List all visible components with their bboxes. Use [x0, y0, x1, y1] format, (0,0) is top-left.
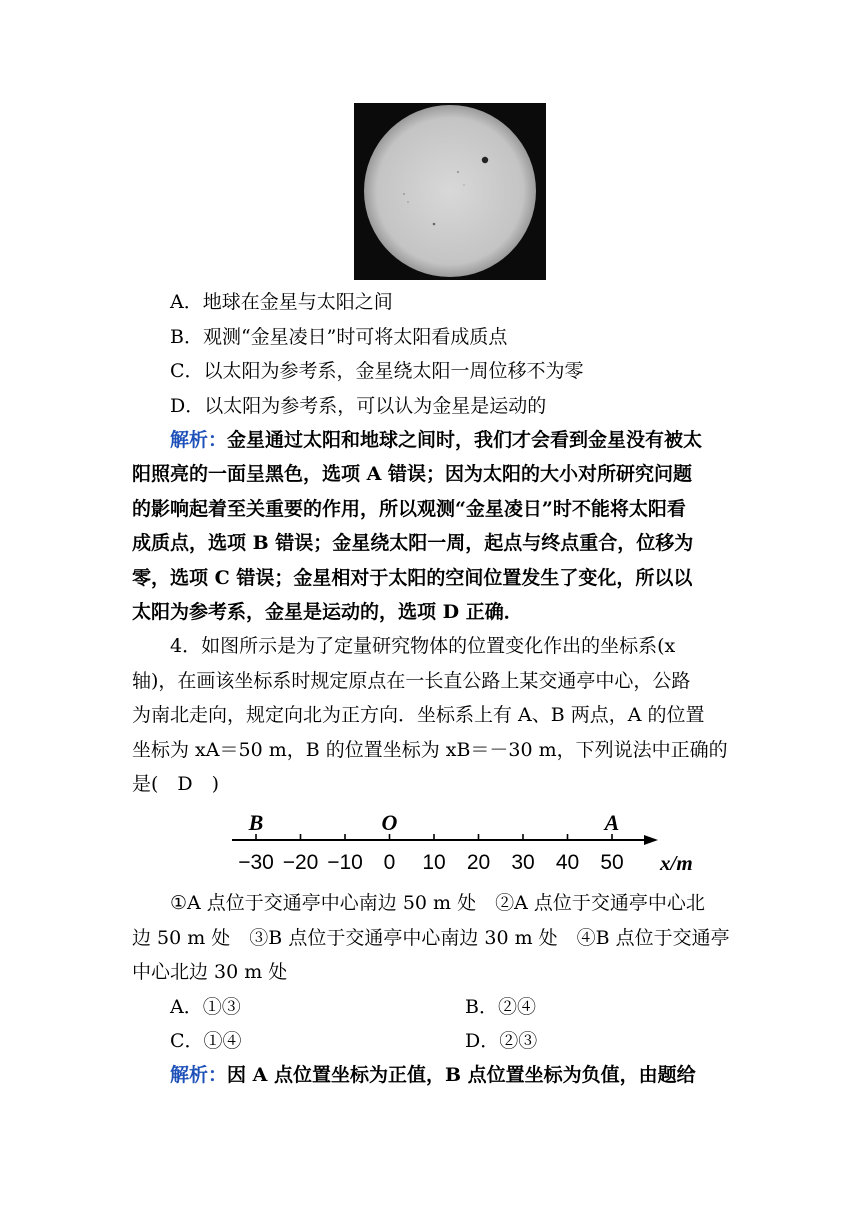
q3-analysis-label: 解析：	[170, 429, 228, 451]
q3-option-b: B．观测“金星凌日”时可将太阳看成质点	[170, 326, 508, 348]
axis-tick-label: −20	[282, 851, 319, 874]
q4-stem-line-2: 轴)，在画该坐标系时规定原点在一长直公路上某交通亭中心，公路	[132, 670, 691, 692]
q3-analysis-line-5: 零，选项 C 错误；金星相对于太阳的空间位置发生了变化，所以以	[132, 567, 693, 589]
venus-dot	[482, 157, 488, 163]
q3-analysis-line-6: 太阳为参考系，金星是运动的，选项 D 正确．	[132, 601, 523, 623]
q3-analysis-line-3: 的影响起着至关重要的作用，所以观测“金星凌日”时不能将太阳看	[132, 498, 686, 520]
q3-analysis-line-1: 解析：金星通过太阳和地球之间时，我们才会看到金星没有被太	[170, 429, 703, 451]
venus-transit-photo	[354, 103, 546, 280]
q4-analysis-line-1: 解析：因 A 点位置坐标为正值，B 点位置坐标为负值，由题给	[170, 1064, 696, 1086]
axis-point-label-o: O	[381, 810, 398, 835]
axis-point-label-b: B	[248, 810, 264, 835]
axis-tick-label: 50	[600, 851, 624, 874]
axis-point-label-a: A	[604, 810, 620, 835]
q4-stem-line-1: 4．如图所示是为了定量研究物体的位置变化作出的坐标系(x	[170, 635, 676, 657]
q3-analysis-line-2: 阳照亮的一面呈黑色，选项 A 错误；因为太阳的大小对所研究问题	[132, 463, 692, 485]
q4-stem-line-4: 坐标为 xA＝50 m，B 的位置坐标为 xB＝－30 m，下列说法中正确的	[132, 739, 728, 761]
coordinate-axis	[222, 808, 693, 880]
axis-tick-label: 20	[466, 851, 491, 874]
axis-unit-label: x/m	[660, 851, 693, 875]
q4-stem-line-3: 为南北走向，规定向北为正方向．坐标系上有 A、B 两点，A 的位置	[132, 704, 705, 726]
axis-tick-label: 30	[511, 851, 535, 874]
q3-analysis-line-4: 成质点，选项 B 错误；金星绕太阳一周，起点与终点重合，位移为	[132, 532, 694, 554]
axis-arrow	[644, 835, 658, 845]
axis-tick-label: 0	[383, 851, 396, 874]
q3-option-c: C．以太阳为参考系，金星绕太阳一周位移不为零	[170, 360, 584, 382]
q4-statement-line-2: 边 50 m 处 ③B 点位于交通亭中心南边 30 m 处 ④B 点位于交通亭	[132, 927, 730, 949]
axis-tick-label: 10	[422, 851, 446, 874]
axis-tick-label: −30	[238, 851, 274, 874]
sun-disc	[364, 105, 536, 277]
q3-option-d: D．以太阳为参考系，可以认为金星是运动的	[170, 395, 547, 417]
q4-statement-line-3: 中心北边 30 m 处	[132, 961, 288, 983]
q4-analysis-label: 解析：	[170, 1064, 228, 1086]
q4-statement-line-1: ①A 点位于交通亭中心南边 50 m 处 ②A 点位于交通亭中心北	[170, 892, 705, 914]
q4-stem-line-5: 是( D )	[132, 773, 220, 795]
q4-choice-b: B．②④	[465, 996, 536, 1018]
q4-choice-d: D．②③	[465, 1030, 538, 1052]
q4-choice-a: A．①③	[170, 996, 241, 1018]
q4-choice-c: C．①④	[170, 1030, 242, 1052]
axis-tick-label: 40	[555, 851, 580, 874]
q3-option-a: A．地球在金星与太阳之间	[170, 291, 393, 313]
axis-tick-label: −10	[327, 851, 363, 874]
